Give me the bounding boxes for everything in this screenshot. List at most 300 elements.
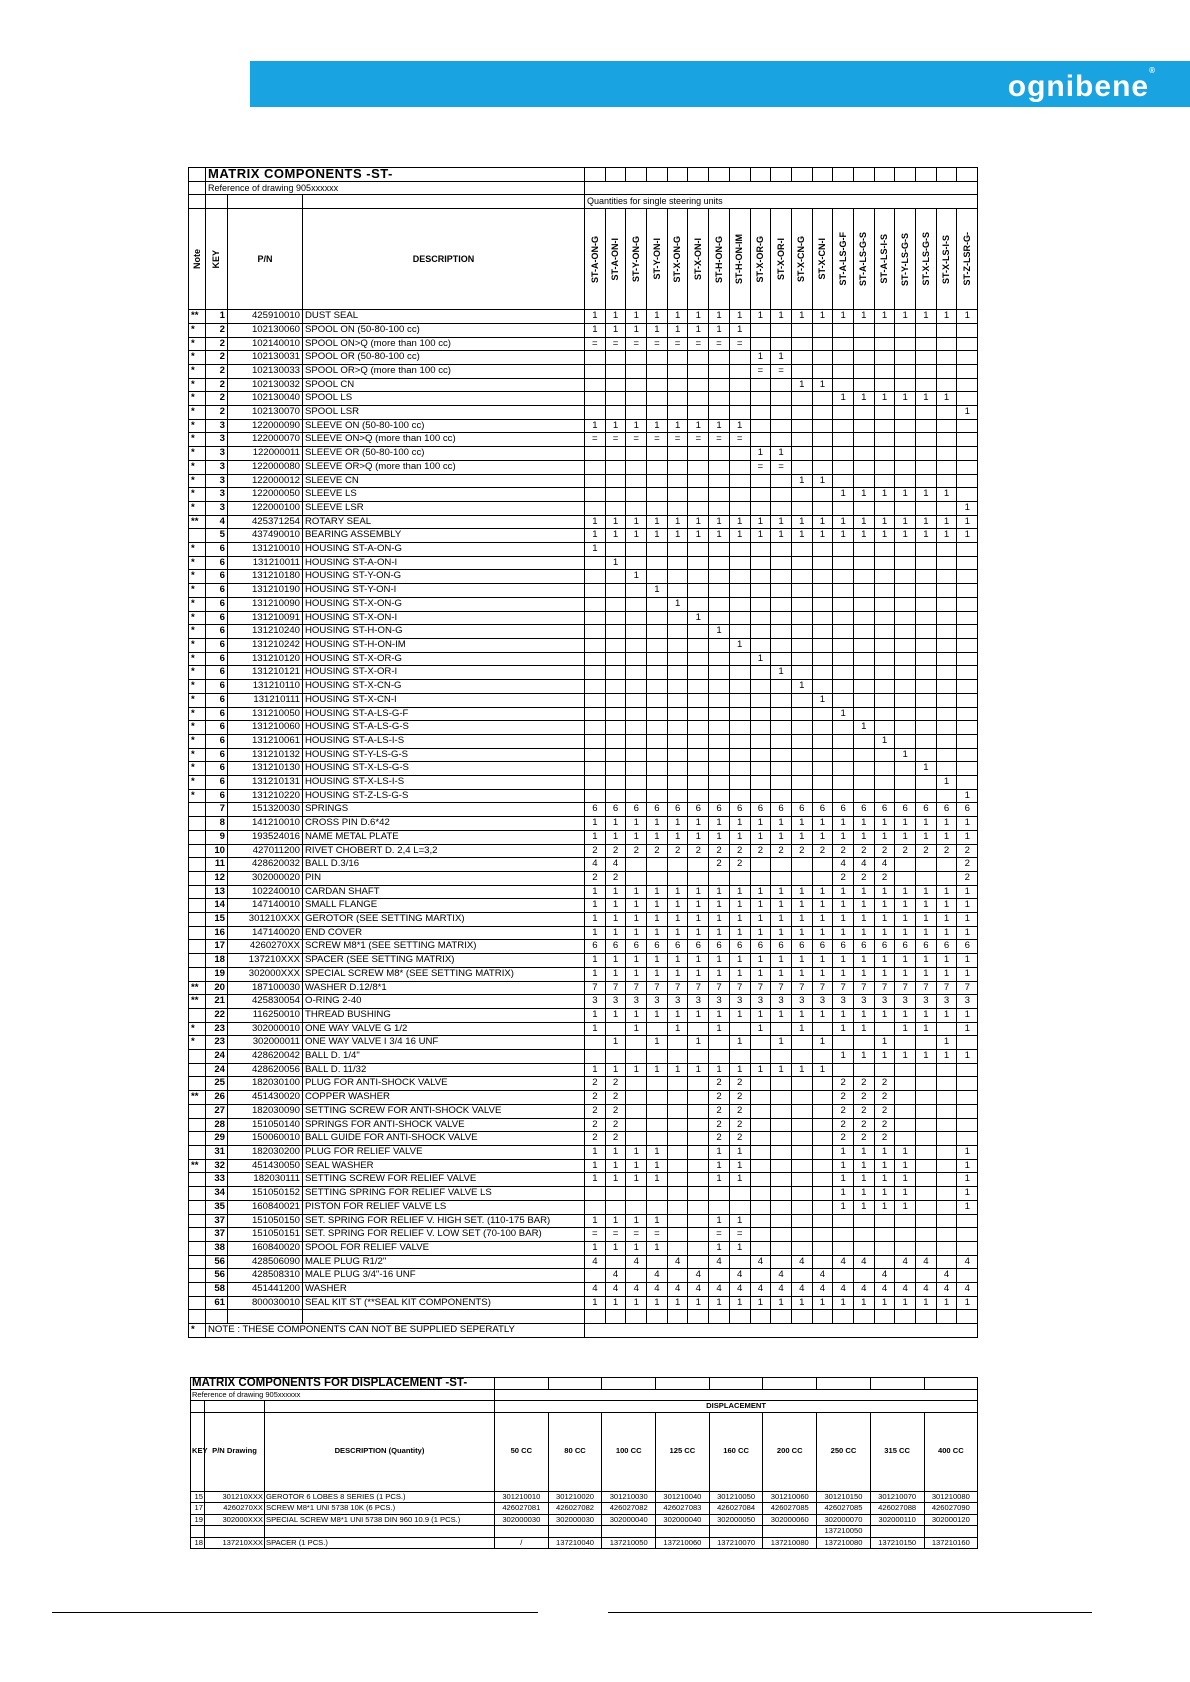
row-part-number: 131210111 <box>228 693 303 707</box>
row-quantity <box>791 776 812 790</box>
row-key: 19 <box>206 967 228 981</box>
row-quantity <box>729 488 750 502</box>
row-quantity <box>750 570 771 584</box>
footnote-row <box>189 1324 978 1338</box>
row-quantity: 1 <box>936 488 957 502</box>
row-quantity <box>750 611 771 625</box>
row-key: 1 <box>206 310 228 324</box>
row-quantity <box>957 666 978 680</box>
disp-row-key: 18 <box>191 1537 205 1549</box>
row-note: * <box>189 570 206 584</box>
row-quantity: 1 <box>791 817 812 831</box>
row-quantity <box>791 1132 812 1146</box>
row-quantity: 2 <box>585 1118 606 1132</box>
row-quantity <box>750 721 771 735</box>
row-quantity: = <box>626 433 647 447</box>
row-description: SLEEVE ON (50-80-100 cc) <box>303 419 585 433</box>
row-quantity <box>771 543 792 557</box>
row-quantity <box>688 707 709 721</box>
row-quantity: 1 <box>791 1063 812 1077</box>
row-description: HOUSING ST-X-OR-I <box>303 666 585 680</box>
row-quantity <box>791 762 812 776</box>
row-quantity: 1 <box>812 1296 833 1310</box>
row-quantity <box>874 378 895 392</box>
row-quantity <box>688 597 709 611</box>
table-row <box>191 1526 978 1538</box>
row-quantity <box>916 460 937 474</box>
unit-column-header <box>605 209 626 310</box>
row-quantity <box>936 501 957 515</box>
row-quantity <box>688 364 709 378</box>
row-quantity <box>895 433 916 447</box>
row-quantity <box>916 364 937 378</box>
row-quantity: = <box>647 1228 668 1242</box>
row-quantity <box>647 1091 668 1105</box>
row-quantity <box>791 693 812 707</box>
table-row <box>189 597 978 611</box>
row-quantity <box>936 419 957 433</box>
row-quantity <box>688 721 709 735</box>
row-quantity: 4 <box>874 858 895 872</box>
row-quantity: 1 <box>812 529 833 543</box>
row-quantity <box>667 1228 688 1242</box>
row-note: * <box>189 597 206 611</box>
row-part-number: 122000070 <box>228 433 303 447</box>
row-quantity: 1 <box>957 1200 978 1214</box>
row-part-number: 182030200 <box>228 1146 303 1160</box>
row-quantity <box>750 1050 771 1064</box>
row-note: ** <box>189 995 206 1009</box>
row-quantity <box>771 419 792 433</box>
table-row <box>189 1187 978 1201</box>
row-quantity: 7 <box>791 981 812 995</box>
row-quantity: 1 <box>605 1214 626 1228</box>
disp-row-description: SCREW M8*1 UNI 5738 10K (6 PCS.) <box>265 1503 495 1515</box>
row-quantity: 1 <box>916 762 937 776</box>
row-key: 6 <box>206 693 228 707</box>
row-quantity: 1 <box>729 1296 750 1310</box>
row-part-number: 102130060 <box>228 323 303 337</box>
row-quantity <box>833 721 854 735</box>
row-quantity: 2 <box>833 844 854 858</box>
row-quantity <box>853 570 874 584</box>
row-quantity: 1 <box>626 515 647 529</box>
row-note <box>189 844 206 858</box>
row-quantity: 1 <box>667 954 688 968</box>
row-quantity <box>853 543 874 557</box>
row-quantity: 1 <box>585 830 606 844</box>
row-quantity <box>936 721 957 735</box>
table-row <box>189 419 978 433</box>
row-quantity: 1 <box>585 543 606 557</box>
row-quantity: 1 <box>853 830 874 844</box>
row-quantity: 2 <box>709 1091 730 1105</box>
row-quantity: 1 <box>626 926 647 940</box>
row-key: 3 <box>206 501 228 515</box>
row-quantity: 4 <box>853 858 874 872</box>
table-row <box>189 584 978 598</box>
row-quantity <box>688 1146 709 1160</box>
row-quantity <box>647 776 668 790</box>
row-quantity <box>874 611 895 625</box>
row-quantity <box>771 1091 792 1105</box>
row-quantity: 1 <box>833 817 854 831</box>
row-quantity <box>709 789 730 803</box>
unit-column-header <box>916 209 937 310</box>
row-quantity <box>853 1063 874 1077</box>
row-quantity <box>791 1269 812 1283</box>
row-note <box>189 885 206 899</box>
row-quantity <box>667 556 688 570</box>
row-quantity: 1 <box>874 1200 895 1214</box>
row-quantity: 1 <box>895 899 916 913</box>
row-quantity <box>667 789 688 803</box>
row-quantity <box>709 447 730 461</box>
row-quantity: 1 <box>750 1063 771 1077</box>
disp-row-value: 426027082 <box>602 1503 656 1515</box>
row-quantity: 1 <box>647 899 668 913</box>
disp-row-value: 302000060 <box>763 1514 817 1526</box>
row-quantity: 2 <box>936 844 957 858</box>
row-quantity: 1 <box>585 1296 606 1310</box>
row-quantity <box>895 419 916 433</box>
table-row <box>189 707 978 721</box>
row-quantity: 1 <box>729 515 750 529</box>
row-description: BALL GUIDE FOR ANTI-SHOCK VALVE <box>303 1132 585 1146</box>
row-key: 3 <box>206 460 228 474</box>
row-quantity <box>895 1091 916 1105</box>
row-quantity <box>688 680 709 694</box>
row-quantity: 1 <box>874 529 895 543</box>
row-quantity <box>647 734 668 748</box>
row-quantity <box>853 337 874 351</box>
row-quantity <box>647 721 668 735</box>
row-quantity: 1 <box>936 954 957 968</box>
row-quantity <box>771 474 792 488</box>
row-quantity <box>791 584 812 598</box>
row-quantity: = <box>771 364 792 378</box>
row-quantity: 1 <box>750 899 771 913</box>
row-quantity: 1 <box>853 1200 874 1214</box>
row-description: PIN <box>303 871 585 885</box>
row-quantity: 1 <box>647 1241 668 1255</box>
row-quantity <box>833 1214 854 1228</box>
table-row <box>189 1146 978 1160</box>
disp-key-header: KEY <box>191 1412 205 1491</box>
row-quantity: 2 <box>853 1118 874 1132</box>
row-quantity: = <box>750 460 771 474</box>
row-quantity <box>688 693 709 707</box>
row-quantity: 1 <box>916 392 937 406</box>
row-quantity <box>853 652 874 666</box>
row-quantity: 1 <box>874 1159 895 1173</box>
row-quantity: 7 <box>667 981 688 995</box>
row-quantity <box>667 1077 688 1091</box>
row-quantity <box>667 1187 688 1201</box>
row-quantity: 2 <box>729 844 750 858</box>
disp-row-value: 137210080 <box>763 1537 817 1549</box>
row-quantity: 1 <box>936 817 957 831</box>
row-note <box>189 1187 206 1201</box>
row-quantity: 1 <box>585 1146 606 1160</box>
row-quantity: 1 <box>667 529 688 543</box>
row-part-number: 428620056 <box>228 1063 303 1077</box>
row-quantity <box>936 638 957 652</box>
displacement-column-header: 200 CC <box>763 1412 817 1491</box>
row-quantity <box>791 789 812 803</box>
row-key: 6 <box>206 638 228 652</box>
row-quantity: 1 <box>709 323 730 337</box>
row-quantity: 1 <box>585 817 606 831</box>
row-quantity <box>688 1091 709 1105</box>
row-quantity: 2 <box>957 844 978 858</box>
row-part-number: 4260270XX <box>228 940 303 954</box>
row-key: 6 <box>206 762 228 776</box>
row-key: 6 <box>206 584 228 598</box>
row-description: HOUSING ST-A-LS-I-S <box>303 734 585 748</box>
row-quantity <box>688 666 709 680</box>
row-quantity: 1 <box>874 734 895 748</box>
row-quantity: 1 <box>936 776 957 790</box>
row-quantity <box>874 570 895 584</box>
row-quantity <box>750 707 771 721</box>
row-note <box>189 529 206 543</box>
row-quantity <box>853 323 874 337</box>
row-note <box>189 1118 206 1132</box>
row-quantity <box>812 762 833 776</box>
row-quantity <box>605 611 626 625</box>
row-quantity <box>626 611 647 625</box>
row-quantity: 1 <box>605 1146 626 1160</box>
row-quantity: 1 <box>771 899 792 913</box>
row-quantity <box>853 734 874 748</box>
row-quantity: 1 <box>771 447 792 461</box>
row-quantity: 1 <box>853 1050 874 1064</box>
row-quantity: 1 <box>647 913 668 927</box>
row-quantity <box>688 789 709 803</box>
row-quantity <box>771 1187 792 1201</box>
row-quantity: = <box>605 1228 626 1242</box>
disp-row-value: 137210040 <box>548 1537 602 1549</box>
row-quantity: 1 <box>936 1036 957 1050</box>
row-quantity <box>874 1022 895 1036</box>
row-quantity: = <box>688 337 709 351</box>
row-quantity <box>874 364 895 378</box>
disp-row-value <box>602 1526 656 1538</box>
row-quantity: 7 <box>771 981 792 995</box>
row-quantity: 1 <box>895 529 916 543</box>
row-quantity <box>874 584 895 598</box>
row-part-number: 102140010 <box>228 337 303 351</box>
row-quantity: 1 <box>957 967 978 981</box>
row-quantity: 1 <box>709 1159 730 1173</box>
row-quantity <box>916 776 937 790</box>
row-quantity <box>874 501 895 515</box>
row-quantity <box>771 406 792 420</box>
row-quantity: 1 <box>895 926 916 940</box>
row-quantity <box>729 871 750 885</box>
row-note: * <box>189 666 206 680</box>
row-quantity <box>791 419 812 433</box>
row-quantity <box>626 474 647 488</box>
row-quantity: = <box>667 337 688 351</box>
row-quantity <box>833 337 854 351</box>
row-quantity: 1 <box>585 1214 606 1228</box>
row-quantity: 1 <box>853 1022 874 1036</box>
row-part-number: 131210061 <box>228 734 303 748</box>
row-part-number: 131210242 <box>228 638 303 652</box>
row-quantity: 1 <box>729 913 750 927</box>
row-quantity <box>667 611 688 625</box>
row-quantity <box>936 1022 957 1036</box>
row-quantity <box>626 638 647 652</box>
row-quantity <box>812 556 833 570</box>
row-quantity: 1 <box>853 926 874 940</box>
row-quantity <box>853 625 874 639</box>
row-note <box>189 1214 206 1228</box>
row-quantity <box>791 666 812 680</box>
row-quantity <box>647 1104 668 1118</box>
row-quantity <box>833 406 854 420</box>
row-quantity: 1 <box>585 1173 606 1187</box>
row-key: 32 <box>206 1159 228 1173</box>
row-quantity <box>585 680 606 694</box>
row-quantity <box>791 1091 812 1105</box>
row-quantity <box>729 789 750 803</box>
row-quantity: 1 <box>709 885 730 899</box>
row-quantity <box>771 1118 792 1132</box>
row-quantity: = <box>729 337 750 351</box>
row-quantity: 1 <box>833 1200 854 1214</box>
row-quantity: 1 <box>626 310 647 324</box>
row-quantity: 1 <box>895 310 916 324</box>
row-quantity <box>667 460 688 474</box>
row-quantity: 1 <box>585 1008 606 1022</box>
row-quantity: 1 <box>916 310 937 324</box>
row-quantity <box>750 406 771 420</box>
row-quantity: 1 <box>585 926 606 940</box>
row-quantity: 4 <box>812 1269 833 1283</box>
row-part-number: 122000100 <box>228 501 303 515</box>
row-quantity <box>853 1036 874 1050</box>
row-quantity <box>729 406 750 420</box>
row-description: HOUSING ST-X-LS-G-S <box>303 762 585 776</box>
row-quantity: 1 <box>833 954 854 968</box>
row-quantity: 1 <box>957 529 978 543</box>
row-quantity <box>750 1173 771 1187</box>
row-quantity <box>936 1146 957 1160</box>
row-quantity <box>585 364 606 378</box>
row-quantity: 1 <box>729 830 750 844</box>
row-quantity: = <box>750 364 771 378</box>
row-note: * <box>189 776 206 790</box>
row-quantity <box>791 734 812 748</box>
row-quantity: 1 <box>667 899 688 913</box>
row-note <box>189 1050 206 1064</box>
row-quantity: 1 <box>791 515 812 529</box>
row-part-number: 182030100 <box>228 1077 303 1091</box>
row-description: ONE WAY VALVE I 3/4 16 UNF <box>303 1036 585 1050</box>
row-quantity <box>626 501 647 515</box>
row-quantity: 1 <box>791 1022 812 1036</box>
footnote-mark: * <box>189 1324 206 1338</box>
row-description: HOUSING ST-Z-LS-G-S <box>303 789 585 803</box>
row-quantity <box>916 337 937 351</box>
row-quantity <box>688 762 709 776</box>
row-quantity <box>750 556 771 570</box>
row-quantity: 1 <box>771 830 792 844</box>
row-quantity <box>874 474 895 488</box>
row-description: SET. SPRING FOR RELIEF V. LOW SET (70-100 BAR) <box>303 1228 585 1242</box>
row-quantity <box>626 597 647 611</box>
row-quantity: 1 <box>729 1036 750 1050</box>
row-quantity <box>709 1269 730 1283</box>
row-quantity: 1 <box>605 885 626 899</box>
row-quantity <box>750 1228 771 1242</box>
row-quantity: 1 <box>729 638 750 652</box>
row-quantity <box>812 351 833 365</box>
table-row <box>189 913 978 927</box>
row-quantity: 2 <box>895 844 916 858</box>
row-quantity <box>791 1173 812 1187</box>
row-key: 14 <box>206 899 228 913</box>
row-quantity <box>957 707 978 721</box>
row-quantity <box>833 762 854 776</box>
row-quantity <box>936 1255 957 1269</box>
row-description: HOUSING ST-X-OR-G <box>303 652 585 666</box>
row-quantity <box>812 543 833 557</box>
row-description: HOUSING ST-X-CN-G <box>303 680 585 694</box>
row-quantity <box>812 858 833 872</box>
row-quantity: 1 <box>936 830 957 844</box>
row-quantity <box>585 501 606 515</box>
row-quantity: 1 <box>771 515 792 529</box>
row-quantity <box>771 1159 792 1173</box>
row-quantity <box>833 652 854 666</box>
row-description: HOUSING ST-A-LS-G-S <box>303 721 585 735</box>
row-part-number: 137210XXX <box>228 954 303 968</box>
row-quantity <box>626 693 647 707</box>
row-quantity <box>895 666 916 680</box>
row-quantity <box>605 570 626 584</box>
row-quantity <box>750 433 771 447</box>
displacement-column-header: 400 CC <box>924 1412 978 1491</box>
row-quantity <box>957 611 978 625</box>
row-quantity: = <box>729 1228 750 1242</box>
row-quantity <box>626 460 647 474</box>
row-quantity: 1 <box>709 1173 730 1187</box>
disp-row-value: 302000040 <box>656 1514 710 1526</box>
unit-column-label: ST-X-CN-G <box>796 236 807 283</box>
row-key: 22 <box>206 1008 228 1022</box>
row-description: SPRINGS <box>303 803 585 817</box>
row-quantity: 7 <box>585 981 606 995</box>
row-quantity: 1 <box>585 954 606 968</box>
row-note: * <box>189 501 206 515</box>
unit-column-label: ST-X-OR-I <box>775 238 786 281</box>
row-quantity <box>957 556 978 570</box>
row-quantity: 1 <box>709 830 730 844</box>
row-quantity <box>585 693 606 707</box>
row-key: 18 <box>206 954 228 968</box>
row-note <box>189 1063 206 1077</box>
row-quantity <box>605 693 626 707</box>
table-row <box>189 1077 978 1091</box>
row-quantity: 1 <box>874 913 895 927</box>
row-quantity <box>750 392 771 406</box>
row-quantity <box>667 392 688 406</box>
row-quantity: 1 <box>895 1159 916 1173</box>
